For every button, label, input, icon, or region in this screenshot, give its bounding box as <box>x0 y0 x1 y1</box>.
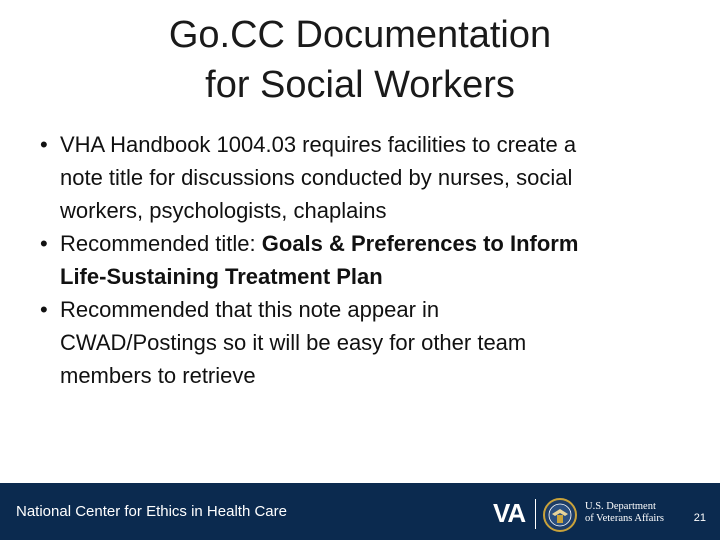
bullet-line: CWAD/Postings so it will be easy for other team <box>60 330 527 355</box>
bullet-line: note title for discussions conducted by nurses, social <box>60 165 573 190</box>
bullet-line: VHA Handbook 1004.03 requires facilities to create a <box>60 132 577 157</box>
recommended-title-bold: Goals & Preferences to Inform <box>261 231 579 256</box>
bullet-line: Recommended that this note appear in <box>60 297 440 322</box>
title-line-1: Go.CC Documentation <box>168 14 552 56</box>
bullet-prefix: Recommended title: <box>60 231 262 256</box>
bullet-list <box>40 128 680 392</box>
va-mark: VA <box>493 498 526 528</box>
va-seal-icon <box>543 498 577 532</box>
va-dept-text <box>585 501 664 525</box>
bullet-item <box>40 293 680 392</box>
bullet-line <box>58 260 680 293</box>
footer-bar <box>0 483 720 540</box>
bullet-item <box>40 227 680 293</box>
title-line-2: for Social Workers <box>205 64 515 106</box>
dept-line-2: of Veterans Affairs <box>585 513 664 524</box>
logo-divider <box>535 499 536 529</box>
footer-org-text: National Center for Ethics in Health Care <box>16 503 287 520</box>
dept-line-1: U.S. Department <box>585 501 656 512</box>
bullet-dot: • <box>40 132 48 157</box>
bullet-item <box>40 128 680 227</box>
va-logo <box>493 497 705 531</box>
bullet-line: members to retrieve <box>60 363 256 388</box>
bullet-dot: • <box>40 231 48 256</box>
bullet-line <box>58 227 680 260</box>
bullet-line: workers, psychologists, chaplains <box>60 198 387 223</box>
slide-title <box>60 10 660 110</box>
recommended-title-bold-cont: Life-Sustaining Treatment Plan <box>60 264 383 289</box>
bullet-dot: • <box>40 297 48 322</box>
page-number: 21 <box>693 512 706 524</box>
